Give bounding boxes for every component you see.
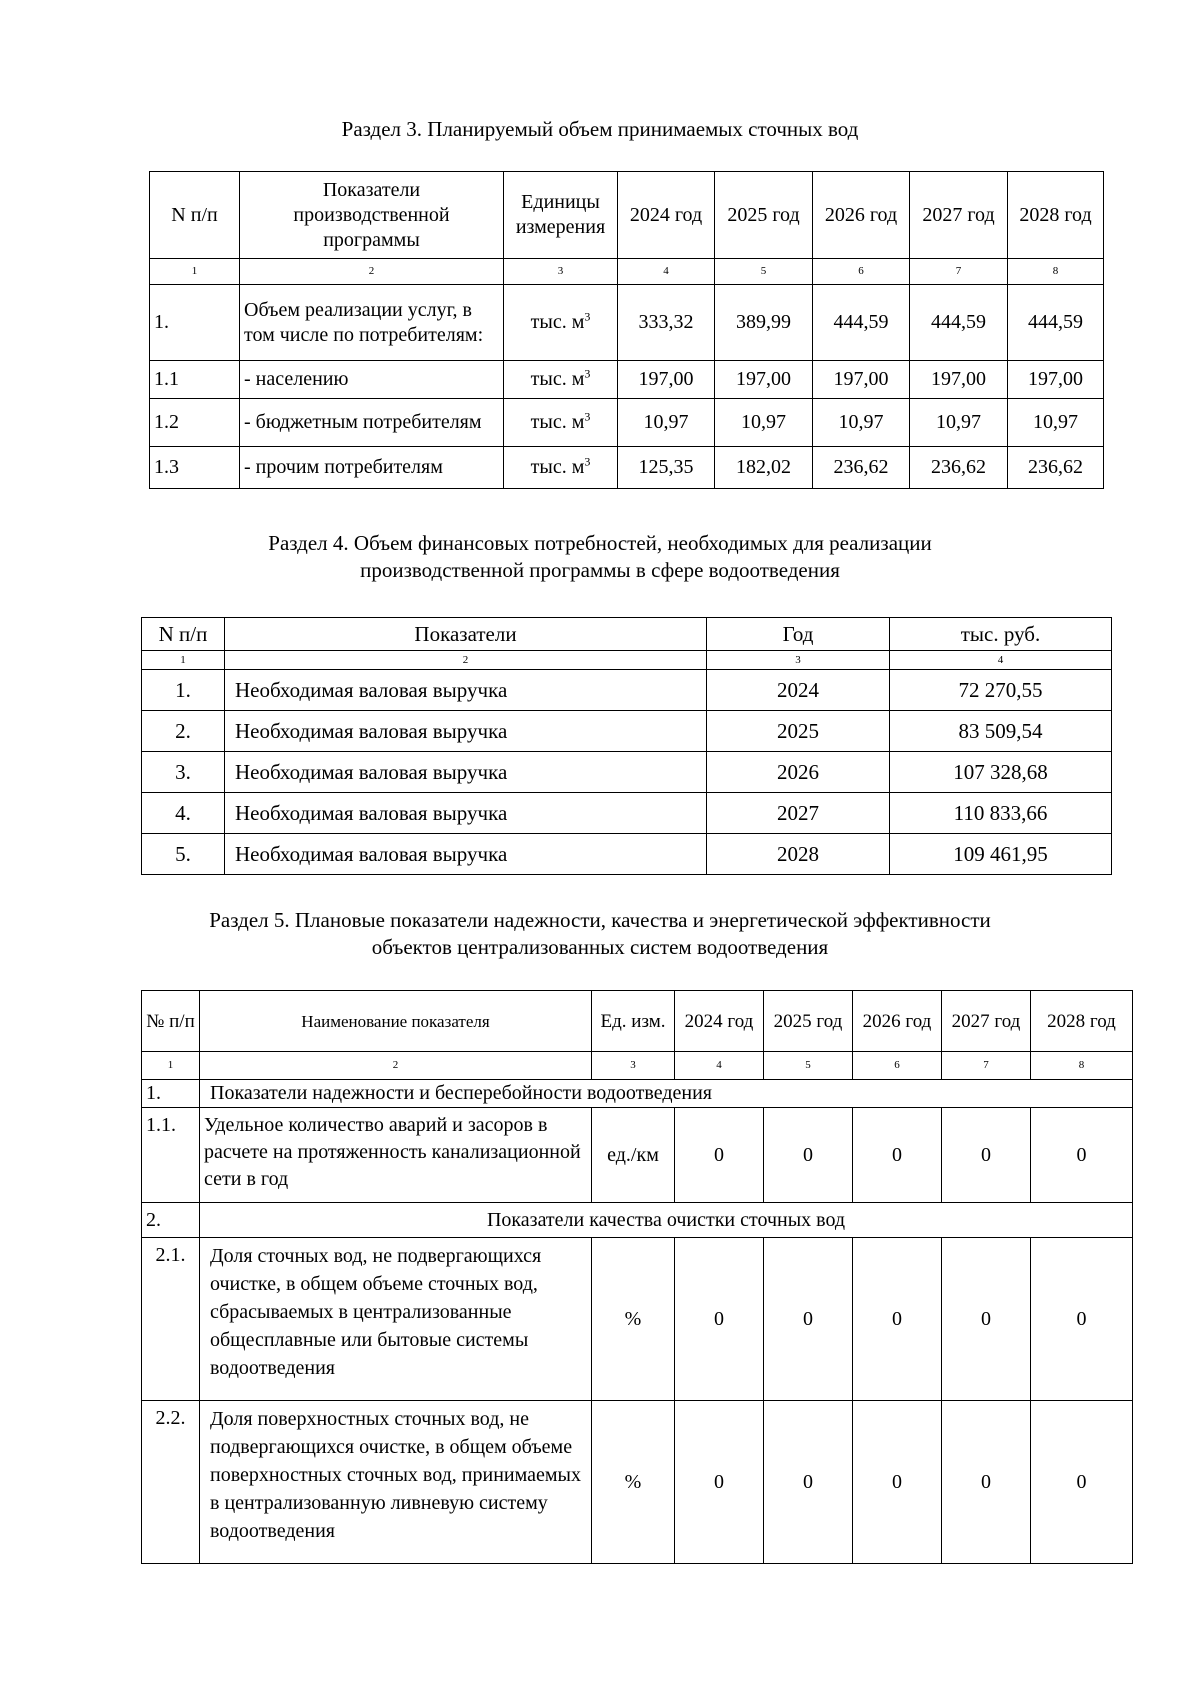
value-cell: 197,00 (618, 361, 715, 399)
value-cell: 0 (764, 1401, 853, 1564)
indicator-name: - бюджетным потребителям (240, 399, 504, 447)
indicator-name: Доля поверхностных сточных вод, не подвергающихся очистке, в общем объеме поверхностных сточных вод, принимаемых в централизованную ливневую систему водоотведения (200, 1401, 592, 1564)
table-row (142, 711, 1112, 752)
group-title: Показатели качества очистки сточных вод (200, 1203, 1133, 1238)
section5-table (141, 990, 1133, 1564)
header-cell: Наименование показателя (200, 991, 592, 1052)
value-cell: 0 (853, 1108, 942, 1203)
year-cell: 2024 (707, 670, 890, 711)
section3-title: Раздел 3. Планируемый объем принимаемых сточных вод (341, 117, 859, 141)
value-cell: 0 (942, 1238, 1031, 1401)
value-cell: 10,97 (813, 399, 910, 447)
value-cell: 10,97 (1008, 399, 1104, 447)
col-number: 1 (150, 259, 240, 285)
table-row (142, 670, 1112, 711)
value-cell: 109 461,95 (890, 834, 1112, 875)
value-cell: 10,97 (910, 399, 1008, 447)
indicator-name: Необходимая валовая выручка (225, 793, 707, 834)
value-cell: 0 (675, 1238, 764, 1401)
header-cell: 2024 год (618, 172, 715, 259)
value-cell: 444,59 (813, 285, 910, 361)
table-row (142, 1401, 1133, 1564)
indicator-name: - прочим потребителям (240, 447, 504, 489)
year-cell: 2026 (707, 752, 890, 793)
indicator-name: - населению (240, 361, 504, 399)
indicator-name: Необходимая валовая выручка (225, 834, 707, 875)
table-row (150, 285, 1104, 361)
year-cell: 2025 (707, 711, 890, 752)
col-number: 4 (675, 1052, 764, 1080)
col-number: 4 (618, 259, 715, 285)
header-cell: 2025 год (715, 172, 813, 259)
col-number: 6 (813, 259, 910, 285)
value-cell: 444,59 (910, 285, 1008, 361)
row-number: 1. (150, 285, 240, 361)
header-cell: № п/п (142, 991, 200, 1052)
col-number: 1 (142, 1052, 200, 1080)
row-number: 3. (142, 752, 225, 793)
unit-cell: % (592, 1401, 675, 1564)
table-row (142, 1108, 1133, 1203)
header-cell: 2026 год (853, 991, 942, 1052)
header-cell: 2027 год (942, 991, 1031, 1052)
section3-table (149, 171, 1104, 489)
value-cell: 236,62 (813, 447, 910, 489)
header-cell: Единицы измерения (504, 172, 618, 259)
year-cell: 2028 (707, 834, 890, 875)
value-cell: 197,00 (1008, 361, 1104, 399)
value-cell: 10,97 (715, 399, 813, 447)
group-title: Показатели надежности и бесперебойности водоотведения (200, 1080, 1133, 1108)
value-cell: 0 (853, 1238, 942, 1401)
year-cell: 2027 (707, 793, 890, 834)
value-cell: 0 (942, 1108, 1031, 1203)
value-cell: 0 (764, 1238, 853, 1401)
value-cell: 10,97 (618, 399, 715, 447)
header-cell: 2027 год (910, 172, 1008, 259)
value-cell: 236,62 (910, 447, 1008, 489)
row-number: 2. (142, 1203, 200, 1238)
value-cell: 197,00 (910, 361, 1008, 399)
col-number: 4 (890, 651, 1112, 670)
value-cell: 0 (1031, 1401, 1133, 1564)
value-cell: 125,35 (618, 447, 715, 489)
row-number: 1.2 (150, 399, 240, 447)
unit-cell: тыс. $м^3$ (504, 285, 618, 361)
section5-title-line1: Раздел 5. Плановые показатели надежности, качества и энергетической эффективности (209, 908, 991, 932)
indicator-name: Необходимая валовая выручка (225, 711, 707, 752)
section5-title-line2: объектов централизованных систем водоотведения (371, 935, 829, 959)
value-cell: 0 (1031, 1108, 1133, 1203)
indicator-name: Доля сточных вод, не подвергающихся очистке, в общем объеме сточных вод, сбрасываемых в централизованные общесплавные или бытовые системы водоотведения (200, 1238, 592, 1401)
col-number: 2 (200, 1052, 592, 1080)
col-number: 7 (942, 1052, 1031, 1080)
value-cell: 444,59 (1008, 285, 1104, 361)
table-row (150, 361, 1104, 399)
unit-cell: тыс. $м^3$ (504, 399, 618, 447)
header-cell: N п/п (142, 618, 225, 651)
unit-cell: тыс. $м^3$ (504, 361, 618, 399)
indicator-name: Необходимая валовая выручка (225, 752, 707, 793)
row-number: 4. (142, 793, 225, 834)
col-number: 8 (1031, 1052, 1133, 1080)
row-number: 5. (142, 834, 225, 875)
col-number: 2 (240, 259, 504, 285)
value-cell: 197,00 (715, 361, 813, 399)
row-number: 2.2. (142, 1401, 200, 1564)
row-number: 1. (142, 670, 225, 711)
header-cell: Показатели производственной программы (240, 172, 504, 259)
row-number: 1.1. (142, 1108, 200, 1203)
table-row (150, 447, 1104, 489)
section4-title-line2: производственной программы в сфере водоотведения (360, 558, 840, 582)
section4-title-line1: Раздел 4. Объем финансовых потребностей, необходимых для реализации (268, 531, 932, 555)
row-number: 1.1 (150, 361, 240, 399)
value-cell: 197,00 (813, 361, 910, 399)
value-cell: 0 (1031, 1238, 1133, 1401)
header-cell: Ед. изм. (592, 991, 675, 1052)
value-cell: 107 328,68 (890, 752, 1112, 793)
table-row (142, 834, 1112, 875)
col-number: 2 (225, 651, 707, 670)
value-cell: 83 509,54 (890, 711, 1112, 752)
group-row (142, 1080, 1133, 1108)
col-number: 3 (592, 1052, 675, 1080)
group-row (142, 1203, 1133, 1238)
header-cell: Показатели (225, 618, 707, 651)
table-row (150, 399, 1104, 447)
value-cell: 333,32 (618, 285, 715, 361)
header-cell: 2028 год (1031, 991, 1133, 1052)
header-cell: 2026 год (813, 172, 910, 259)
indicator-name: Необходимая валовая выручка (225, 670, 707, 711)
header-cell: N п/п (150, 172, 240, 259)
row-number: 1. (142, 1080, 200, 1108)
unit-cell: ед./км (592, 1108, 675, 1203)
table-row (142, 793, 1112, 834)
value-cell: 72 270,55 (890, 670, 1112, 711)
col-number: 3 (504, 259, 618, 285)
col-number: 5 (715, 259, 813, 285)
header-cell: Год (707, 618, 890, 651)
value-cell: 389,99 (715, 285, 813, 361)
unit-cell: % (592, 1238, 675, 1401)
col-number: 7 (910, 259, 1008, 285)
unit-cell: тыс. $м^3$ (504, 447, 618, 489)
value-cell: 182,02 (715, 447, 813, 489)
row-number: 2. (142, 711, 225, 752)
value-cell: 0 (853, 1401, 942, 1564)
row-number: 2.1. (142, 1238, 200, 1401)
value-cell: 110 833,66 (890, 793, 1112, 834)
col-number: 6 (853, 1052, 942, 1080)
header-cell: 2024 год (675, 991, 764, 1052)
col-number: 5 (764, 1052, 853, 1080)
col-number: 8 (1008, 259, 1104, 285)
value-cell: 236,62 (1008, 447, 1104, 489)
table-row (142, 1238, 1133, 1401)
value-cell: 0 (942, 1401, 1031, 1564)
col-number: 3 (707, 651, 890, 670)
value-cell: 0 (675, 1401, 764, 1564)
header-cell: 2028 год (1008, 172, 1104, 259)
table-row (142, 752, 1112, 793)
row-number: 1.3 (150, 447, 240, 489)
col-number: 1 (142, 651, 225, 670)
section4-table (141, 617, 1112, 875)
indicator-name: Объем реализации услуг, в том числе по потребителям: (240, 285, 504, 361)
header-cell: 2025 год (764, 991, 853, 1052)
value-cell: 0 (675, 1108, 764, 1203)
indicator-name: Удельное количество аварий и засоров в расчете на протяженность канализационной сети в год (200, 1108, 592, 1203)
value-cell: 0 (764, 1108, 853, 1203)
header-cell: тыс. руб. (890, 618, 1112, 651)
